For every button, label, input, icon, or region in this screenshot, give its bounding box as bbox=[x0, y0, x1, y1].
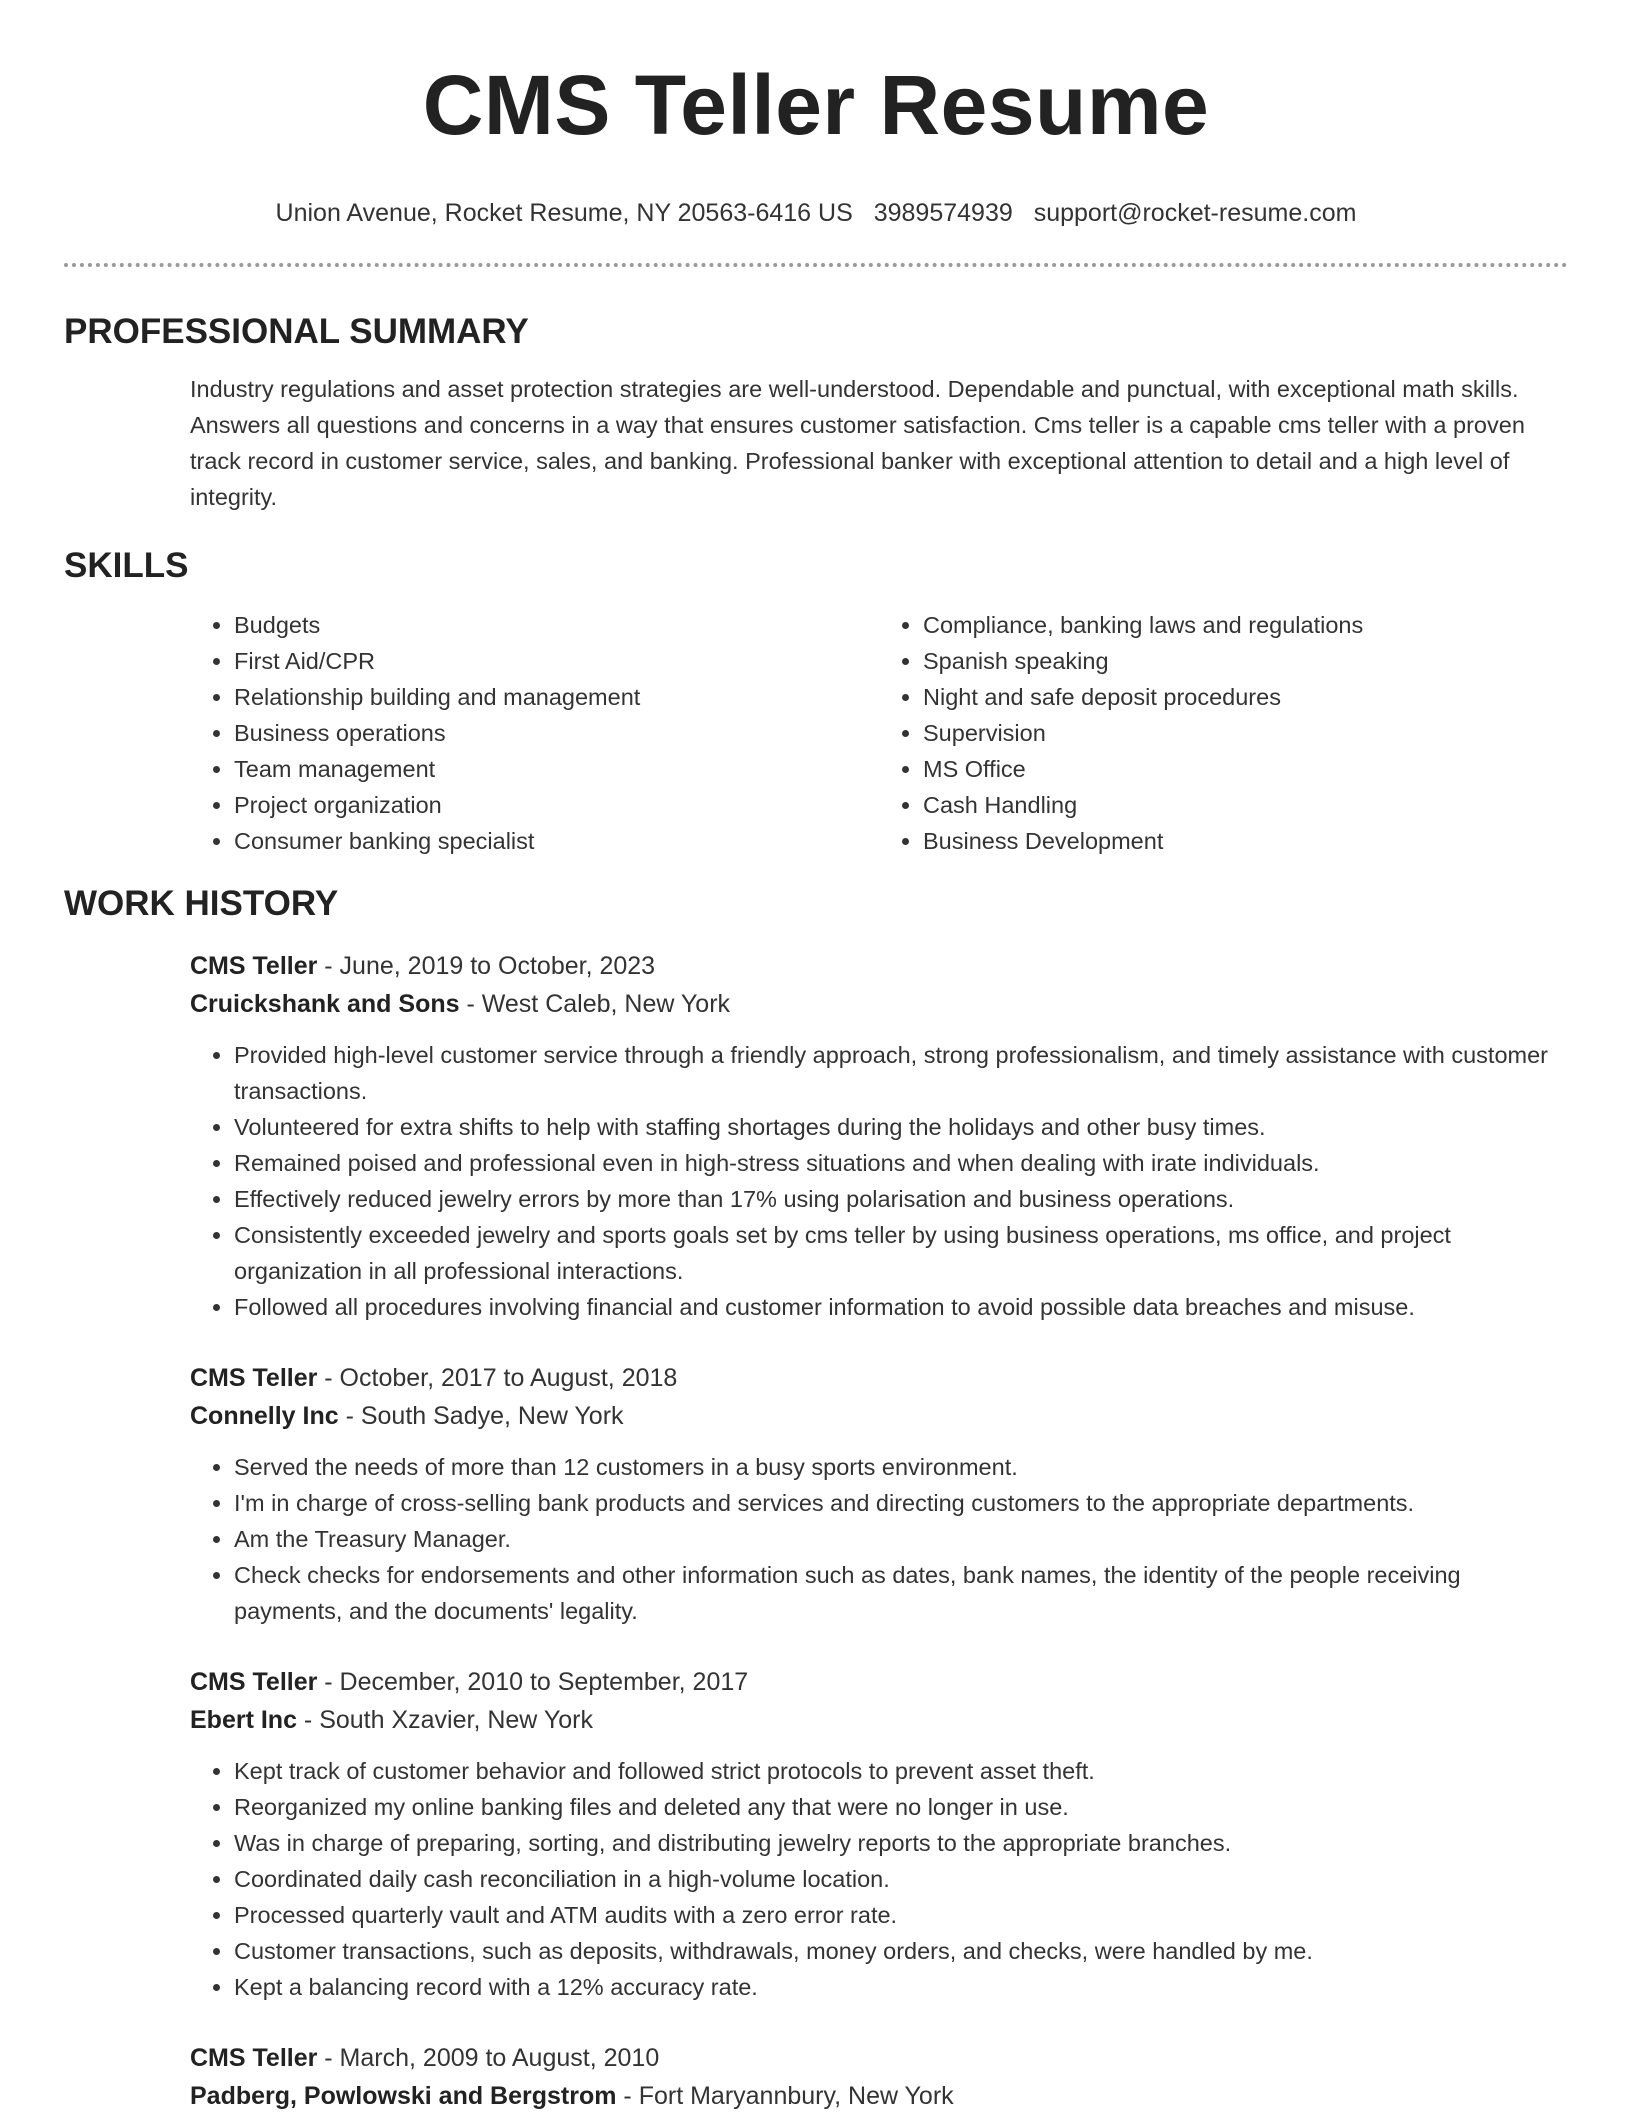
job-company: Ebert Inc bbox=[190, 1706, 297, 1734]
job-bullet: • Followed all procedures involving financial and customer information to avoid possible data breaches and misuse. bbox=[234, 1289, 1568, 1325]
job-bullet: • Volunteered for extra shifts to help with staffing shortages during the holidays and other busy times. bbox=[234, 1109, 1568, 1145]
skill-item: • Supervision bbox=[923, 715, 1568, 751]
header-divider bbox=[64, 263, 1568, 267]
skill-item: • MS Office bbox=[923, 751, 1568, 787]
skill-item: • Compliance, banking laws and regulations bbox=[923, 607, 1568, 643]
job-company-line bbox=[190, 1397, 1568, 1435]
job-title-line bbox=[190, 947, 1568, 985]
job-company-line bbox=[190, 2077, 1568, 2115]
job-bullet: • Processed quarterly vault and ATM audits with a zero error rate. bbox=[234, 1897, 1568, 1933]
job-company: Padberg, Powlowski and Bergstrom bbox=[190, 2082, 617, 2110]
job-bullet: • I'm in charge of cross-selling bank products and services and directing customers to the appropriate departments. bbox=[234, 1485, 1568, 1521]
job-entry bbox=[190, 2039, 1568, 2115]
skill-item: • Team management bbox=[234, 751, 879, 787]
job-company-line bbox=[190, 1701, 1568, 1739]
job-bullets bbox=[190, 1037, 1568, 1325]
contact-address: Union Avenue, Rocket Resume, NY 20563-6416 US bbox=[275, 199, 853, 227]
job-dates: - June, 2019 to October, 2023 bbox=[317, 952, 656, 980]
job-bullet: • Served the needs of more than 12 customers in a busy sports environment. bbox=[234, 1449, 1568, 1485]
job-title: CMS Teller bbox=[190, 2044, 318, 2072]
job-title: CMS Teller bbox=[190, 1668, 318, 1696]
skills-column-right bbox=[879, 607, 1568, 859]
job-bullet: • Remained poised and professional even in high-stress situations and when dealing with irate individuals. bbox=[234, 1145, 1568, 1181]
job-title-line bbox=[190, 1359, 1568, 1397]
job-bullet: • Provided high-level customer service through a friendly approach, strong professionalism, and timely assistance with customer transactions. bbox=[234, 1037, 1568, 1109]
skill-item: • Night and safe deposit procedures bbox=[923, 679, 1568, 715]
contact-email: support@rocket-resume.com bbox=[1033, 199, 1357, 227]
skill-item: • Project organization bbox=[234, 787, 879, 823]
job-bullet: • Coordinated daily cash reconciliation in a high-volume location. bbox=[234, 1861, 1568, 1897]
job-bullet: • Reorganized my online banking files and deleted any that were no longer in use. bbox=[234, 1789, 1568, 1825]
skill-item: • Relationship building and management bbox=[234, 679, 879, 715]
skill-item: • Consumer banking specialist bbox=[234, 823, 879, 859]
job-entry bbox=[190, 947, 1568, 1325]
skills-section bbox=[64, 541, 1568, 859]
skill-item: • Business operations bbox=[234, 715, 879, 751]
job-entry bbox=[190, 1663, 1568, 2005]
skill-item: • First Aid/CPR bbox=[234, 643, 879, 679]
skill-item: • Business Development bbox=[923, 823, 1568, 859]
job-bullet: • Am the Treasury Manager. bbox=[234, 1521, 1568, 1557]
job-bullets bbox=[190, 1449, 1568, 1629]
job-bullet: • Was in charge of preparing, sorting, and distributing jewelry reports to the appropriate branches. bbox=[234, 1825, 1568, 1861]
summary-text: Industry regulations and asset protection strategies are well-understood. Dependable and punctual, with exceptional math skills. Answers all questions and concerns in a way that ensures customer satisfaction. Cms teller is a capable cms teller with a proven track record in customer service, sales, and banking. Professional banker with exceptional attention to detail and a high level of integrity. bbox=[190, 376, 1525, 510]
skill-item: • Budgets bbox=[234, 607, 879, 643]
contact-phone: 3989574939 bbox=[873, 199, 1013, 227]
job-bullet: • Kept a balancing record with a 12% accuracy rate. bbox=[234, 1969, 1568, 2005]
skill-item: • Spanish speaking bbox=[923, 643, 1568, 679]
job-dates: - March, 2009 to August, 2010 bbox=[317, 2044, 660, 2072]
skills-grid bbox=[190, 607, 1568, 859]
skill-item: • Cash Handling bbox=[923, 787, 1568, 823]
professional-summary-section bbox=[64, 307, 1568, 515]
job-bullet: • Consistently exceeded jewelry and sports goals set by cms teller by using business operations, ms office, and project organization in all professional interactions. bbox=[234, 1217, 1568, 1289]
job-location: - South Xzavier, New York bbox=[296, 1706, 593, 1734]
job-location: - South Sadye, New York bbox=[338, 1402, 624, 1430]
job-company: Connelly Inc bbox=[190, 1402, 339, 1430]
job-title-line bbox=[190, 1663, 1568, 1701]
job-title: CMS Teller bbox=[190, 1364, 318, 1392]
summary-heading: PROFESSIONAL SUMMARY bbox=[64, 312, 529, 351]
job-title-line bbox=[190, 2039, 1568, 2077]
job-bullets bbox=[190, 1753, 1568, 2005]
work-history-heading: WORK HISTORY bbox=[64, 884, 339, 923]
resume-title: CMS Teller Resume bbox=[422, 58, 1210, 152]
job-bullet: • Check checks for endorsements and other information such as dates, bank names, the identity of the people receiving payments, and the documents' legality. bbox=[234, 1557, 1568, 1629]
job-entry bbox=[190, 1359, 1568, 1629]
skills-heading: SKILLS bbox=[64, 546, 189, 585]
job-dates: - October, 2017 to August, 2018 bbox=[317, 1364, 678, 1392]
job-bullet: • Customer transactions, such as deposits, withdrawals, money orders, and checks, were handled by me. bbox=[234, 1933, 1568, 1969]
work-history-section bbox=[64, 879, 1568, 2115]
contact-info bbox=[64, 195, 1568, 231]
job-bullet: • Kept track of customer behavior and followed strict protocols to prevent asset theft. bbox=[234, 1753, 1568, 1789]
job-bullet: • Effectively reduced jewelry errors by more than 17% using polarisation and business operations. bbox=[234, 1181, 1568, 1217]
skills-column-left bbox=[190, 607, 879, 859]
job-title: CMS Teller bbox=[190, 952, 318, 980]
job-location: - Fort Maryannbury, New York bbox=[616, 2082, 954, 2110]
job-location: - West Caleb, New York bbox=[459, 990, 731, 1018]
job-company: Cruickshank and Sons bbox=[190, 990, 460, 1018]
job-dates: - December, 2010 to September, 2017 bbox=[317, 1668, 749, 1696]
job-company-line bbox=[190, 985, 1568, 1023]
